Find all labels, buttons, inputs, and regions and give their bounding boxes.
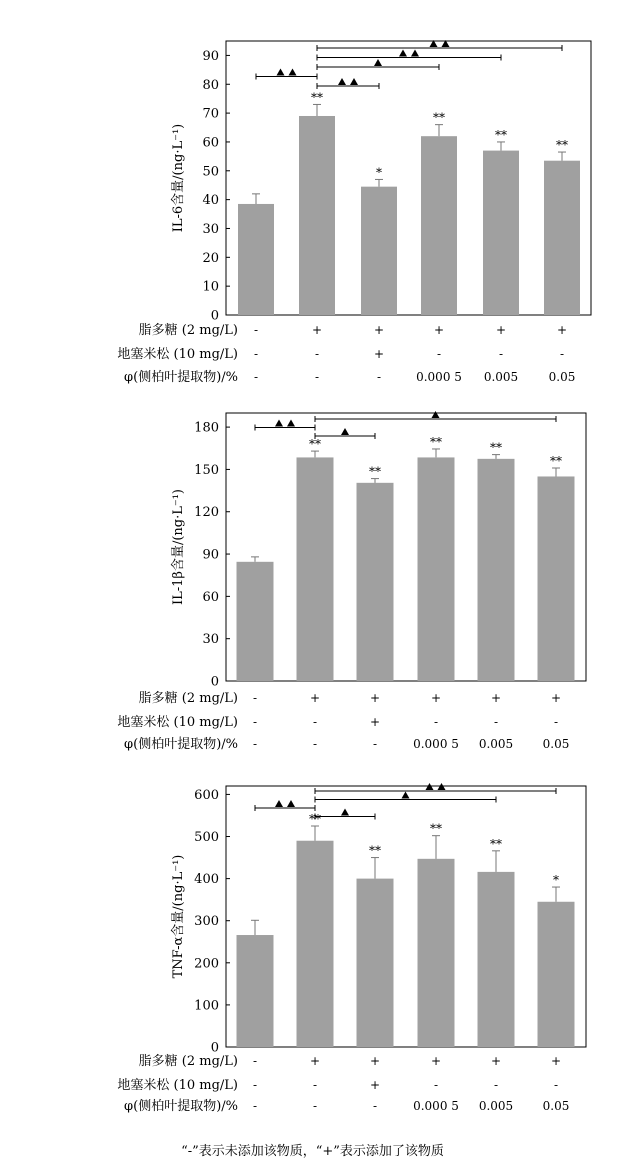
row-cell: + — [430, 1054, 442, 1068]
significance-label: ** — [550, 454, 562, 469]
bar — [297, 457, 334, 681]
row-cell: + — [430, 691, 442, 705]
significance-label: ** — [369, 843, 381, 858]
row-cell: - — [312, 1078, 318, 1092]
row-cell: 0.05 — [548, 370, 576, 384]
significance-label: * — [376, 165, 382, 180]
significance-label: ** — [430, 434, 442, 449]
significance-triangle — [275, 800, 283, 807]
y-tick-label: 50 — [202, 164, 219, 180]
bar — [238, 204, 274, 315]
chart-panel-3 — [117, 783, 586, 1114]
row-label: 地塞米松 (10 mg/L) — [117, 1078, 238, 1093]
footnote: “-”表示未添加该物质，“+”表示添加了该物质 — [181, 1144, 444, 1159]
bar — [237, 562, 274, 681]
row-cell: - — [252, 1054, 258, 1068]
y-tick-label: 0 — [210, 1040, 219, 1056]
row-cell: - — [252, 1099, 258, 1113]
significance-triangle — [432, 411, 440, 418]
row-cell: + — [309, 691, 321, 705]
plot-frame — [226, 413, 586, 681]
row-label: φ(侧柏叶提取物)/% — [124, 737, 238, 752]
row-cell: + — [495, 323, 507, 337]
y-tick-label: 80 — [202, 77, 219, 93]
row-cell: + — [369, 1078, 381, 1092]
significance-triangle — [411, 50, 419, 57]
y-axis-label: IL-6含量/(ng·L⁻¹) — [171, 123, 186, 233]
significance-triangle — [275, 420, 283, 427]
y-tick-label: 150 — [194, 462, 219, 478]
bar — [237, 935, 274, 1047]
row-cell: 0.05 — [542, 1099, 570, 1113]
row-cell: - — [252, 691, 258, 705]
row-cell: - — [253, 370, 259, 384]
row-cell: - — [433, 1078, 439, 1092]
row-cell: + — [311, 323, 323, 337]
bar — [544, 161, 580, 315]
row-label: 地塞米松 (10 mg/L) — [117, 347, 238, 362]
plot-frame — [226, 41, 591, 315]
row-cell: - — [312, 1099, 318, 1113]
row-cell: - — [253, 323, 259, 337]
significance-triangle — [287, 420, 295, 427]
row-cell: - — [553, 1078, 559, 1092]
significance-triangle — [402, 792, 410, 799]
row-cell: + — [369, 715, 381, 729]
y-tick-label: 0 — [210, 308, 219, 324]
bar — [297, 841, 334, 1047]
row-cell: 0.000 5 — [416, 370, 462, 384]
row-label: 脂多糖 (2 mg/L) — [138, 1054, 238, 1069]
row-cell: 0.000 5 — [413, 1099, 459, 1113]
bar — [421, 136, 457, 315]
row-cell: - — [553, 715, 559, 729]
row-cell: 0.05 — [542, 737, 570, 751]
significance-triangle — [289, 69, 297, 76]
row-label: 脂多糖 (2 mg/L) — [138, 691, 238, 706]
row-cell: 0.000 5 — [413, 737, 459, 751]
y-tick-label: 30 — [202, 632, 219, 648]
row-cell: + — [550, 691, 562, 705]
row-cell: - — [314, 347, 320, 361]
y-tick-label: 40 — [202, 193, 219, 209]
row-cell: - — [252, 1078, 258, 1092]
y-tick-label: 0 — [210, 674, 219, 690]
row-cell: - — [314, 370, 320, 384]
row-cell: - — [493, 1078, 499, 1092]
y-tick-label: 120 — [194, 505, 219, 521]
y-tick-label: 300 — [194, 914, 219, 930]
row-cell: 0.005 — [478, 737, 514, 751]
y-tick-label: 70 — [202, 106, 219, 122]
row-cell: + — [550, 1054, 562, 1068]
significance-triangle — [338, 78, 346, 85]
row-cell: - — [372, 1099, 378, 1113]
row-cell: + — [369, 691, 381, 705]
bar — [357, 483, 394, 681]
y-tick-label: 200 — [194, 956, 219, 972]
significance-label: ** — [369, 464, 381, 479]
bar — [538, 902, 575, 1047]
chart-panel-1 — [117, 40, 591, 385]
row-cell: - — [436, 347, 442, 361]
bar — [418, 859, 455, 1047]
y-tick-label: 600 — [194, 787, 219, 803]
y-axis-label: IL-1β含量/(ng·L⁻¹) — [171, 488, 186, 606]
y-tick-label: 30 — [202, 221, 219, 237]
row-cell: + — [373, 323, 385, 337]
row-cell: 0.005 — [478, 1099, 514, 1113]
y-tick-label: 10 — [202, 279, 219, 295]
row-cell: - — [498, 347, 504, 361]
row-label: 脂多糖 (2 mg/L) — [138, 323, 238, 338]
bar — [418, 457, 455, 681]
row-cell: - — [559, 347, 565, 361]
row-cell: + — [373, 347, 385, 361]
row-cell: + — [556, 323, 568, 337]
row-cell: + — [369, 1054, 381, 1068]
row-cell: + — [490, 1054, 502, 1068]
chart-panel-2 — [117, 411, 586, 752]
y-tick-label: 60 — [202, 589, 219, 605]
plot-frame — [226, 786, 586, 1047]
significance-label: ** — [490, 440, 502, 455]
significance-triangle — [399, 50, 407, 57]
row-label: φ(侧柏叶提取物)/% — [124, 1099, 238, 1114]
significance-label: ** — [311, 90, 323, 105]
row-cell: - — [376, 370, 382, 384]
significance-label: ** — [309, 811, 321, 826]
bar — [478, 872, 515, 1047]
significance-label: ** — [430, 821, 442, 836]
y-axis-label: TNF-α含量/(ng·L⁻¹) — [171, 854, 186, 979]
row-cell: - — [493, 715, 499, 729]
row-cell: - — [253, 347, 259, 361]
significance-triangle — [374, 59, 382, 66]
y-tick-label: 60 — [202, 135, 219, 151]
row-cell: - — [312, 737, 318, 751]
y-tick-label: 180 — [194, 420, 219, 436]
y-tick-label: 90 — [202, 48, 219, 64]
significance-label: ** — [495, 127, 507, 142]
bar — [357, 879, 394, 1047]
y-tick-label: 20 — [202, 250, 219, 266]
significance-label: ** — [433, 110, 445, 125]
significance-label: ** — [309, 437, 321, 452]
significance-triangle — [341, 428, 349, 435]
row-cell: - — [312, 715, 318, 729]
row-label: 地塞米松 (10 mg/L) — [117, 715, 238, 730]
y-tick-label: 100 — [194, 998, 219, 1014]
row-cell: + — [309, 1054, 321, 1068]
significance-label: ** — [556, 138, 568, 153]
row-label: φ(侧柏叶提取物)/% — [124, 370, 238, 385]
bar — [538, 476, 575, 681]
significance-triangle — [350, 78, 358, 85]
significance-label: ** — [490, 836, 502, 851]
y-tick-label: 500 — [194, 830, 219, 846]
row-cell: - — [433, 715, 439, 729]
row-cell: - — [372, 737, 378, 751]
bar — [483, 151, 519, 315]
row-cell: 0.005 — [483, 370, 519, 384]
significance-label: * — [553, 873, 559, 888]
bar — [299, 116, 335, 315]
row-cell: - — [252, 715, 258, 729]
row-cell: + — [433, 323, 445, 337]
row-cell: + — [490, 691, 502, 705]
row-cell: - — [252, 737, 258, 751]
significance-triangle — [277, 69, 285, 76]
significance-triangle — [341, 809, 349, 816]
bar — [361, 187, 397, 315]
y-tick-label: 90 — [202, 547, 219, 563]
bar — [478, 459, 515, 681]
y-tick-label: 400 — [194, 872, 219, 888]
significance-triangle — [287, 800, 295, 807]
